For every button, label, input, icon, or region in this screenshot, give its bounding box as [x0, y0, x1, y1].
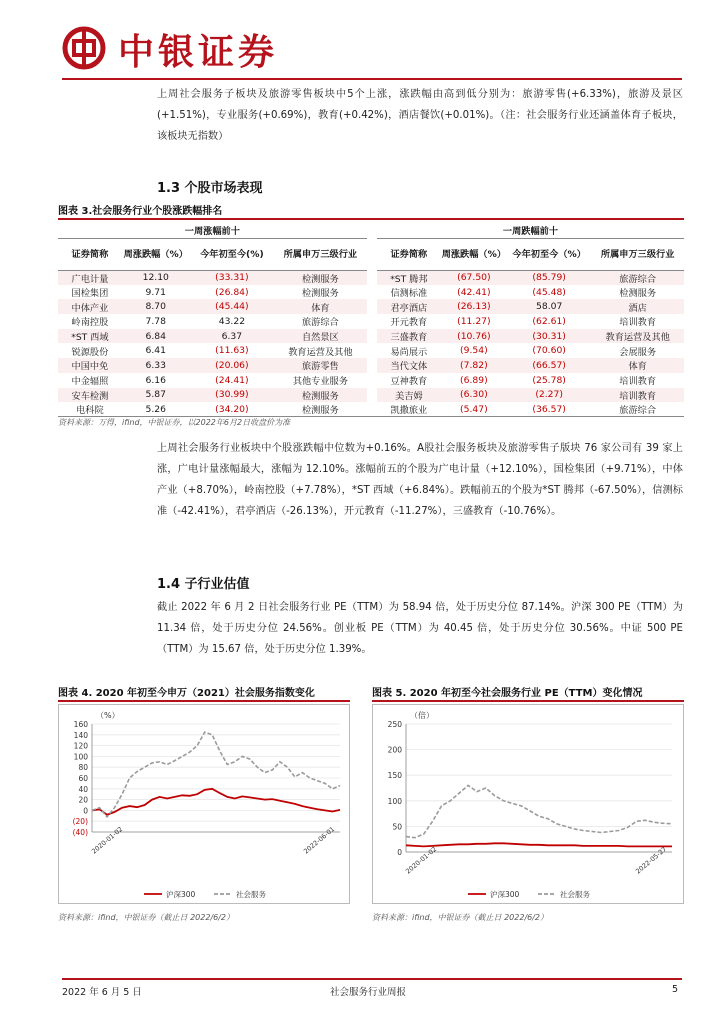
table-cell: (34.20) — [190, 402, 274, 417]
figure4-svg — [58, 704, 350, 904]
figure5-rule — [372, 700, 684, 702]
table-cell: (42.41) — [457, 286, 491, 298]
legend-label: 沪深300 — [166, 890, 196, 899]
table-cell: (70.60) — [532, 345, 566, 357]
table-cell: 易尚展示 — [390, 346, 428, 358]
footer-rule — [62, 978, 682, 980]
y-tick-label: 150 — [387, 771, 402, 781]
table-cell: 体育 — [274, 299, 367, 314]
table-cell: (25.78) — [532, 374, 566, 386]
table-cell: (10.76) — [441, 329, 507, 344]
figure4-chart — [58, 704, 350, 904]
table-cell: 其他专业服务 — [292, 376, 348, 388]
section-title-1-3: 1.3 个股市场表现 — [157, 181, 263, 196]
figure4-rule — [58, 700, 350, 702]
y-tick-label: 20 — [78, 795, 88, 805]
table-cell: 广电计量 — [58, 270, 122, 285]
page-header — [62, 20, 682, 78]
col-header: 所属申万三级行业 — [274, 238, 367, 270]
table-cell: 中体产业 — [58, 299, 122, 314]
y-tick-label: 100 — [387, 796, 402, 806]
col-header: 今年初至今(%) — [190, 238, 274, 270]
table-cell: 体育 — [591, 358, 684, 373]
col-header: 今年初至今（%） — [507, 238, 591, 270]
table-cell: (11.63) — [215, 345, 249, 357]
table-row — [58, 373, 684, 388]
table-cell: 会展服务 — [619, 346, 657, 358]
bank-of-china-logo-icon — [62, 26, 106, 70]
table-cell: 检测服务 — [274, 402, 367, 417]
figure5-chart — [372, 704, 684, 904]
table-cell: 12.10 — [122, 270, 190, 285]
y-tick-label: 50 — [392, 822, 402, 832]
y-tick-label: 200 — [387, 745, 402, 755]
brand-name: 中银证券 — [118, 31, 279, 73]
table-cell: 5.87 — [122, 388, 190, 403]
table-cell: 检测服务 — [274, 388, 367, 403]
y-tick-label: 250 — [387, 720, 402, 729]
table-cell: (20.06) — [190, 358, 274, 373]
footer-date: 2022 年 6 月 5 日 — [62, 987, 142, 998]
table-cell: (33.31) — [190, 270, 274, 285]
table-cell: 信测标准 — [390, 288, 428, 300]
col-header: 周涨跌幅（%） — [122, 238, 190, 270]
stock-ranking-table — [58, 222, 684, 417]
table-cell: 5.26 — [122, 402, 190, 417]
figure5-svg — [372, 704, 684, 904]
table-cell: 中金辐照 — [71, 376, 109, 388]
table-row — [58, 388, 684, 403]
table-cell: 6.37 — [190, 329, 274, 344]
y-tick-label: 0 — [397, 848, 402, 857]
group-header-losers: 一周跌幅前十 — [377, 222, 684, 238]
x-tick-label-end: 2022-05-27 — [634, 845, 669, 876]
y-tick-label: 120 — [73, 741, 88, 751]
y-tick-label: (20) — [72, 817, 88, 827]
table-cell: 教育运营及其他 — [288, 346, 353, 358]
table-cell: (11.27) — [457, 315, 491, 327]
valuation-paragraph: 截止 2022 年 6 月 2 日社会服务行业 PE（TTM）为 58.94 倍，处于历史分位 87.14%。沪深 300 PE（TTM）为 11.34 倍，处于历史分位 24.56%。创业板 PE（TTM）为 40.45 倍，处于历史分位 30.56%。中证 500 PE（TTM）为 15.67 倍，处于历史分位 1.39%。 — [157, 602, 683, 655]
table-cell: 43.22 — [218, 315, 246, 327]
y-tick-label: 0 — [83, 806, 88, 816]
table-cell: 酒店 — [591, 299, 684, 314]
y-tick-label: (40) — [72, 828, 88, 837]
figure5-source: 资料来源：ifind，中银证券（截止日 2022/6/2） — [372, 913, 549, 922]
table-cell: *ST 西域 — [58, 329, 122, 344]
figure3-rule — [58, 218, 684, 220]
figure5-caption: 图表 5. 2020 年初至今社会服务行业 PE（TTM）变化情况 — [372, 688, 643, 699]
table-cell: 中国中免 — [58, 358, 122, 373]
table-cell: (30.31) — [507, 329, 591, 344]
table-cell: (66.57) — [507, 358, 591, 373]
table-cell: (45.48) — [532, 286, 566, 298]
figure4-caption: 图表 4. 2020 年初至今申万（2021）社会服务指数变化 — [58, 688, 315, 699]
table-cell: 安车检测 — [58, 388, 122, 403]
table-cell: (45.44) — [190, 299, 274, 314]
table-cell: 检测服务 — [619, 288, 657, 300]
table-cell: 6.16 — [145, 374, 166, 386]
group-header-gainers: 一周涨幅前十 — [58, 222, 367, 238]
table-cell: (30.99) — [190, 388, 274, 403]
table-cell: 凯撒旅业 — [377, 402, 441, 417]
table-cell: (24.41) — [215, 374, 249, 386]
y-axis-unit: （倍） — [410, 711, 434, 720]
figure3-caption: 图表 3.社会服务行业个股涨跌幅排名 — [58, 206, 223, 217]
x-tick-label-end: 2022-06-01 — [302, 825, 337, 856]
table-cell: (26.13) — [441, 299, 507, 314]
table-cell: 国检集团 — [71, 288, 109, 300]
table-cell: 豆神教育 — [390, 376, 428, 388]
table-cell: 6.84 — [122, 329, 190, 344]
table-row — [58, 329, 684, 344]
table-row — [58, 343, 684, 358]
table-cell: 9.71 — [145, 286, 166, 298]
table-cell: 当代文体 — [377, 358, 441, 373]
table-cell: (62.61) — [532, 315, 566, 327]
header-rule — [62, 78, 682, 80]
x-tick-label-start: 2020-01-02 — [90, 825, 125, 856]
table-cell: (26.84) — [215, 286, 249, 298]
table-cell: 培训教育 — [591, 388, 684, 403]
table-cell: 电科院 — [58, 402, 122, 417]
table-cell: (6.89) — [460, 374, 488, 386]
table-cell: 三盛教育 — [377, 329, 441, 344]
table-cell: (7.82) — [441, 358, 507, 373]
y-tick-label: 40 — [78, 784, 88, 794]
table-cell: 君亭酒店 — [377, 299, 441, 314]
table-row — [58, 270, 684, 285]
figure3-source: 资料来源：万得，ifind，中银证券，以2022年6月2日收盘价为准 — [58, 418, 291, 427]
y-tick-label: 60 — [78, 774, 88, 783]
table-cell: 教育运营及其他 — [591, 329, 684, 344]
y-tick-label: 140 — [73, 730, 88, 740]
series-line-hs300 — [92, 789, 340, 815]
table-cell: 培训教育 — [619, 376, 657, 388]
table-cell: 58.07 — [507, 299, 591, 314]
table-cell: 旅游综合 — [591, 270, 684, 285]
table-row — [58, 358, 684, 373]
intro-paragraph: 上周社会服务子板块及旅游零售板块中5个上涨，涨跌幅由高到低分别为：旅游零售(+6.33%)，旅游及景区(+1.51%)，专业服务(+0.69%)，教育(+0.42%)，酒店餐饮(+0.01%)。（注：社会服务行业还涵盖体育子板块，该板块无指数） — [157, 89, 683, 142]
section-title-1-4: 1.4 子行业估值 — [157, 577, 250, 592]
col-header: 证券简称 — [58, 238, 122, 270]
page-number: 5 — [672, 984, 679, 995]
table-row — [58, 299, 684, 314]
table-cell: (9.54) — [460, 345, 488, 357]
table-cell: 旅游综合 — [302, 317, 339, 329]
y-tick-label: 80 — [78, 763, 88, 773]
table-cell: 岭南控股 — [71, 317, 109, 329]
series-line-social-services — [406, 785, 672, 837]
series-line-hs300 — [406, 843, 672, 846]
table-row — [58, 285, 684, 300]
legend-label: 社会服务 — [560, 890, 590, 899]
x-tick-label-start: 2020-01-02 — [404, 845, 439, 876]
table-cell: (85.79) — [507, 270, 591, 285]
table-cell: 旅游零售 — [274, 358, 367, 373]
col-header: 所属申万三级行业 — [591, 238, 684, 270]
table-cell: 7.78 — [145, 315, 166, 327]
legend-label: 沪深300 — [490, 890, 520, 899]
y-tick-label: 100 — [73, 752, 88, 762]
table-cell: (5.47) — [441, 402, 507, 417]
table-cell: 检测服务 — [274, 270, 367, 285]
footer-title: 社会服务行业周报 — [330, 987, 407, 998]
table-cell: 美吉姆 — [377, 388, 441, 403]
table-cell: 旅游综合 — [591, 402, 684, 417]
table-cell: (67.50) — [441, 270, 507, 285]
figure4-source: 资料来源：ifind，中银证券（截止日 2022/6/2） — [58, 913, 235, 922]
y-tick-label: 160 — [73, 720, 88, 729]
table-cell: 检测服务 — [302, 288, 339, 300]
table-row — [58, 314, 684, 329]
col-header: 证券简称 — [377, 238, 441, 270]
table-cell: 培训教育 — [619, 317, 657, 329]
table-cell: 开元教育 — [390, 317, 428, 329]
col-header: 周涨跌幅（%） — [441, 238, 507, 270]
table-cell: (2.27) — [507, 388, 591, 403]
ranking-table-body — [58, 270, 684, 417]
table-cell: 8.70 — [122, 299, 190, 314]
table-cell: 6.41 — [145, 345, 166, 357]
stocks-paragraph: 上周社会服务行业板块中个股涨跌幅中位数为+0.16%。A股社会服务板块及旅游零售子版块 76 家公司有 39 家上涨，广电计量涨幅最大，涨幅为 12.10%。涨幅前五的个股为广电计量（+12.10%），国检集团（+9.71%），中体产业（+8.70%），岭南控股（+7.78%），*ST 西域（+6.84%）。跌幅前五的个股为*ST 腾邦（-67.50%），信测标准（-42.41%），君亭酒店（-26.13%），开元教育（-11.27%），三盛教育（-10.76%）。 — [157, 443, 683, 517]
table-row — [58, 402, 684, 417]
table-cell: (36.57) — [507, 402, 591, 417]
series-line-social-services — [92, 732, 340, 817]
table-cell: 6.33 — [122, 358, 190, 373]
table-cell: 锐源股份 — [71, 346, 109, 358]
table-cell: (6.30) — [441, 388, 507, 403]
y-axis-unit: （%） — [96, 711, 120, 720]
legend-label: 社会服务 — [236, 890, 266, 899]
table-cell: 自然景区 — [274, 329, 367, 344]
table-cell: *ST 腾邦 — [377, 270, 441, 285]
